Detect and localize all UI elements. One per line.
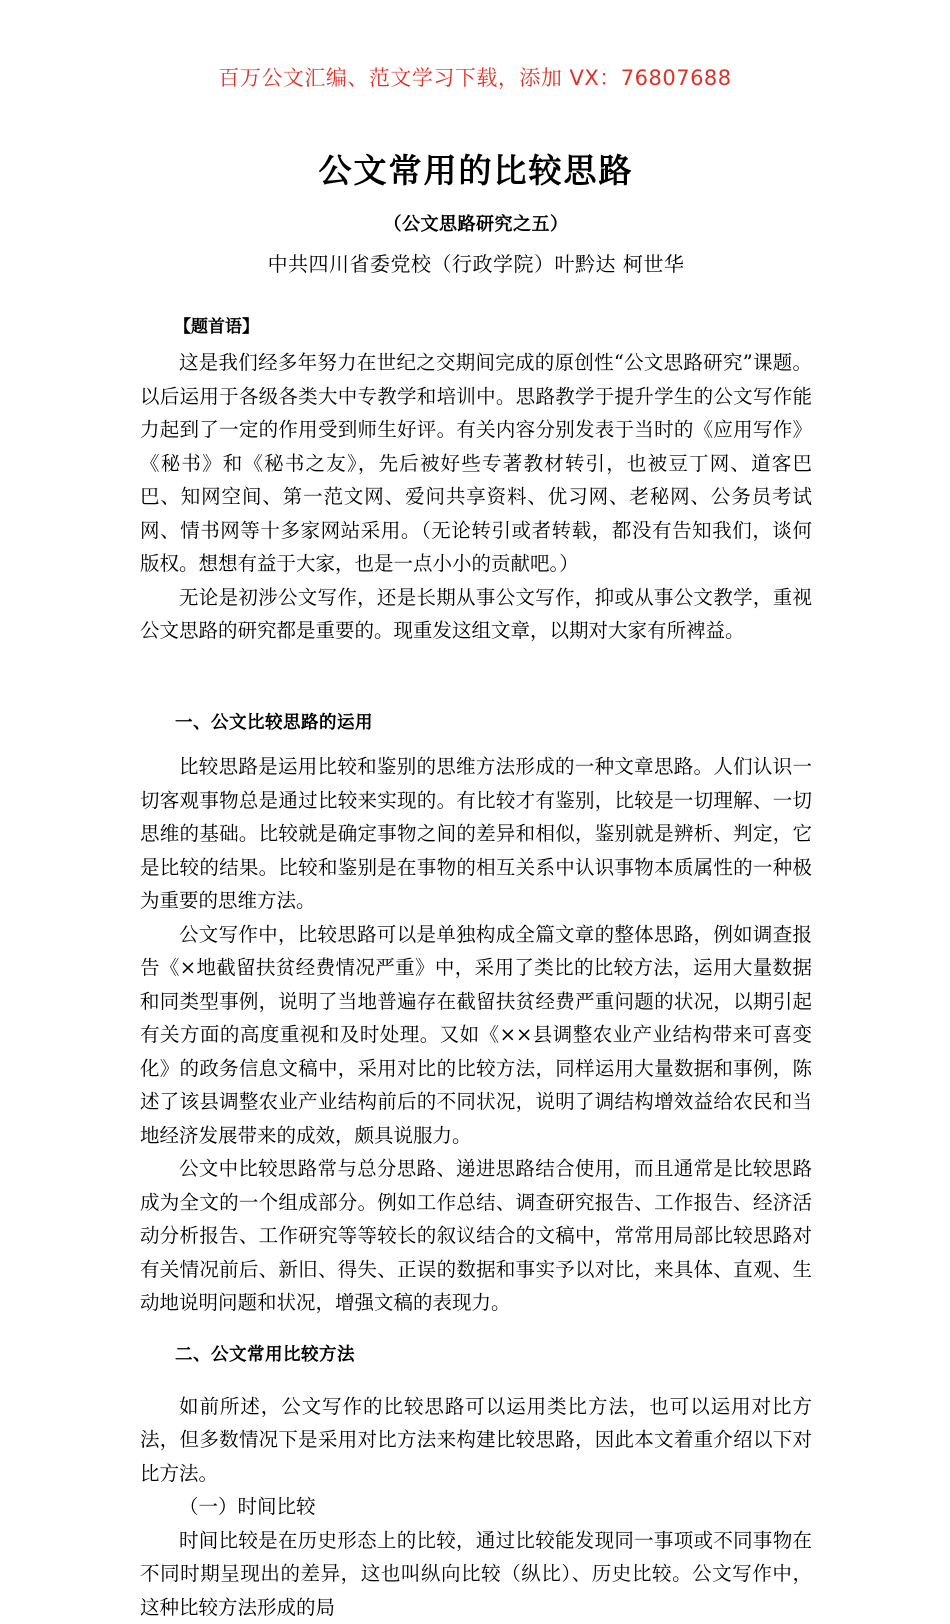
document-subtitle: （公文思路研究之五）: [383, 214, 569, 236]
section-1-paragraph-1: 比较思路是运用比较和鉴别的思维方法形成的一种文章思路。人们认识一切客观事物总是通过比较来实现的。有比较才有鉴别，比较是一切理解、一切思维的基础。比较就是确定事物之间的差异和相似，鉴别就是辨析、判定，它是比较的结果。比较和鉴别是在事物的相互关系中认识事物本质属性的一种极为重要的思维方法。: [140, 755, 812, 912]
section-1-paragraph-3: 公文中比较思路常与总分思路、递进思路结合使用，而且通常是比较思路成为全文的一个组成部分。例如工作总结、调查研究报告、工作报告、经济活动分析报告、工作研究等等较长的叙议结合的文稿中，常常用局部比较思路对有关情况前后、新旧、得失、正误的数据和事实予以对比，来具体、直观、生动地说明问题和状况，增强文稿的表现力。: [140, 1157, 812, 1314]
heading-gap-2: [140, 1368, 812, 1390]
section-gap-2: [140, 1320, 812, 1342]
page-title: 公文常用的比较思路: [318, 151, 634, 190]
section-2-paragraph-1: 如前所述，公文写作的比较思路可以运用类比方法，也可以运用对比方法，但多数情况下是采用对比方法来构建比较思路，因此本文着重介绍以下对比方法。: [140, 1394, 812, 1485]
preface-paragraph-2: 无论是初涉公文写作，还是长期从事公文写作，抑或从事公文教学，重视公文思路的研究都是重要的。现重发这组文章，以期对大家有所裨益。: [140, 585, 812, 643]
author-byline: 中共四川省委党校（行政学院）叶黔达 柯世华: [267, 251, 685, 276]
section-1-paragraph-2: 公文写作中，比较思路可以是单独构成全篇文章的整体思路，例如调查报告《×地截留扶贫经费情况严重》中，采用了类比的比较方法，运用大量数据和同类型事例，说明了当地普遍存在截留扶贫经费严重问题的状况，以期引起有关方面的高度重视和及时处理。又如《××县调整农业产业结构带来可喜变化》的政务信息文稿中，采用对比的比较方法，同样运用大量数据和事例，陈述了该县调整农业产业结构前后的不同状况，说明了调结构增效益给农民和当地经济发展带来的成效，颇具说服力。: [140, 922, 812, 1147]
section-gap: [140, 648, 812, 710]
section-heading-1: 一、公文比较思路的运用: [175, 712, 373, 733]
heading-gap-1: [140, 736, 812, 750]
subsection-heading-1: （一）时间比较: [179, 1495, 316, 1519]
preface-paragraph-1: 这是我们经多年努力在世纪之交期间完成的原创性“公文思路研究”课题。以后运用于各级各类大中专教学和培训中。思路教学于提升学生的公文写作能力起到了一定的作用受到师生好评。有关内容分别发表于当时的《应用写作》《秘书》和《秘书之友》，先后被好些专著教材转引，也被豆丁网、道客巴巴、知网空间、第一范文网、爱问共享资料、优习网、老秘网、公务员考试网、情书网等十多家网站采用。（无论转引或者转载，都没有告知我们，谈何版权。想想有益于大家，也是一点小小的贡献吧。）: [140, 351, 812, 576]
promo-banner-text: 百万公文汇编、范文学习下载，添加 VX：76807688: [218, 66, 732, 90]
subsection-1-paragraph-1: 时间比较是在历史形态上的比较，通过比较能发现同一事项或不同事物在不同时期呈现出的差异，这也叫纵向比较（纵比）、历史比较。公文写作中，这种比较方法形成的局: [140, 1528, 812, 1619]
preface-label: 【题首语】: [174, 316, 259, 337]
section-heading-2: 二、公文常用比较方法: [175, 1344, 355, 1365]
document-content: [140, 0, 812, 1624]
